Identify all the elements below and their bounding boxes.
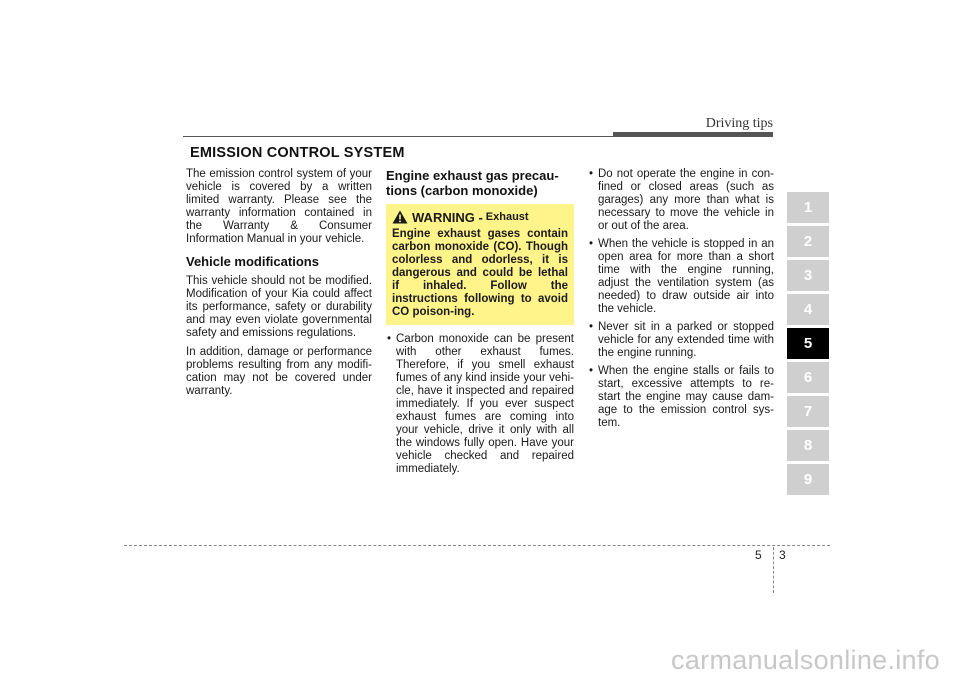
chapter-tab-7[interactable]: 7	[787, 396, 829, 427]
chapter-tab-8[interactable]: 8	[787, 430, 829, 461]
header-divider-accent	[613, 132, 773, 137]
modifications-paragraph: This vehicle should not be modified. Modification of your Kia could affect its performance, safety or durability and may even violate governmental safety and emissions regulations.	[186, 275, 372, 339]
chapter-tab-3[interactable]: 3	[787, 260, 829, 291]
column-2	[386, 168, 574, 481]
intro-paragraph: The emission control system of your vehicle is covered by a written limited warranty. Please see the warranty information contained in the Warranty & Consumer Information Manual in your vehicle.	[186, 168, 372, 245]
chapter-tabs	[787, 192, 829, 498]
warning-label: WARNING -	[412, 209, 483, 225]
header-divider	[183, 136, 613, 137]
list-item: • When the engine stalls or fails to start, excessive attempts to re-start the engine may cause dam-age to the emission control sys-tem.	[588, 365, 774, 430]
page-number-divider	[773, 547, 774, 593]
list-item: • Carbon monoxide can be present with other exhaust fumes. Therefore, if you smell exhaust fumes of any kind inside your vehi-cle, have it inspected and repaired immediately. If you ever suspect exhaust fumes are coming into your vehicle, drive it only with all the windows fully open. Have your vehicle checked and repaired immediately.	[386, 333, 574, 476]
chapter-tab-1[interactable]: 1	[787, 192, 829, 223]
warning-kind: Exhaust	[485, 210, 529, 223]
footer-divider	[124, 545, 830, 546]
precaution-bullet-list	[588, 168, 774, 430]
warning-text: Engine exhaust gases contain carbon monoxide (CO). Though colorless and odorless, it is dangerous and could be lethal if inhaled. Follow the instructions following to avoid CO poison-ing.	[392, 228, 568, 318]
page-number: 3	[779, 548, 786, 562]
chapter-tab-5[interactable]: 5	[787, 328, 829, 359]
chapter-tab-9[interactable]: 9	[787, 464, 829, 495]
section-title: EMISSION CONTROL SYSTEM	[190, 145, 405, 161]
header-title: Driving tips	[705, 116, 773, 131]
column-1	[186, 168, 372, 404]
warning-box	[386, 204, 574, 325]
list-item: • Never sit in a parked or stopped vehicle for any extended time with the engine running.	[588, 321, 774, 360]
watermark: carmanualsonline.info	[671, 645, 940, 675]
chapter-tab-2[interactable]: 2	[787, 226, 829, 257]
list-item: • Do not operate the engine in con-fined or closed areas (such as garages) any more than what is necessary to move the vehicle in or out of the area.	[588, 168, 774, 233]
warranty-paragraph: In addition, damage or performance problems resulting from any modifi-cation may not be covered under warranty.	[186, 346, 372, 397]
column-3	[588, 168, 774, 435]
chapter-tab-6[interactable]: 6	[787, 362, 829, 393]
exhaust-precautions-heading: Engine exhaust gas precau-tions (carbon monoxide)	[386, 168, 559, 198]
warning-triangle-icon	[392, 210, 408, 224]
warning-header	[392, 210, 568, 224]
page-chapter-number: 5	[755, 548, 762, 562]
list-item: • When the vehicle is stopped in an open area for more than a short time with the engine running, adjust the ventilation system (as needed) to draw outside air into the vehicle.	[588, 238, 774, 316]
chapter-tab-4[interactable]: 4	[787, 294, 829, 325]
exhaust-bullet-list	[386, 333, 574, 476]
vehicle-modifications-heading: Vehicle modifications	[186, 254, 319, 269]
